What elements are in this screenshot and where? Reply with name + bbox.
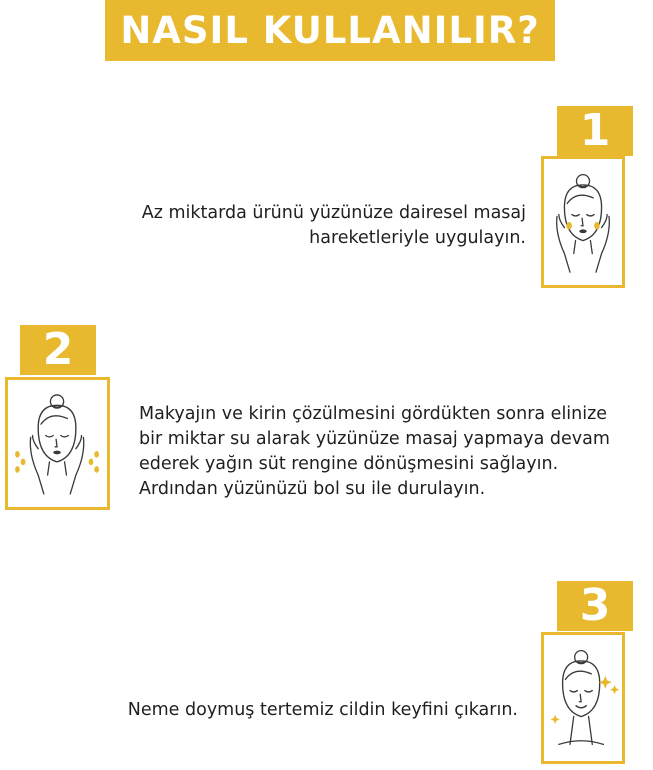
step-2-line-2: bir miktar su alarak yüzünüze masaj yapmaya devam	[139, 429, 610, 449]
face-water-splash-icon	[8, 380, 107, 507]
page-title: NASIL KULLANILIR?	[105, 0, 555, 61]
step-3-illustration	[541, 632, 625, 764]
step-3-line-1: Neme doymuş tertemiz cildin keyfini çıkarın.	[127, 700, 518, 720]
step-2-line-3: ederek yağın süt rengine dönüşmesini sağlayın.	[139, 454, 559, 474]
step-1-illustration	[541, 156, 625, 288]
step-3-number: 3	[557, 581, 633, 631]
step-2-line-1: Makyajın ve kirin çözülmesini gördükten sonra elinize	[139, 404, 608, 424]
step-1-line-1: Az miktarda ürünü yüzünüze dairesel masaj	[141, 203, 526, 223]
face-massage-icon	[544, 159, 622, 285]
step-1-line-2: hareketleriyle uygulayın.	[309, 228, 526, 248]
face-sparkle-icon	[544, 635, 622, 761]
step-2-text	[139, 402, 610, 502]
step-1-number: 1	[557, 106, 633, 156]
step-3-text	[128, 698, 518, 723]
step-2-illustration	[5, 377, 110, 510]
step-1-text	[142, 201, 526, 251]
step-2-number: 2	[20, 325, 96, 375]
step-2-line-4: Ardından yüzünüzü bol su ile durulayın.	[139, 479, 486, 499]
